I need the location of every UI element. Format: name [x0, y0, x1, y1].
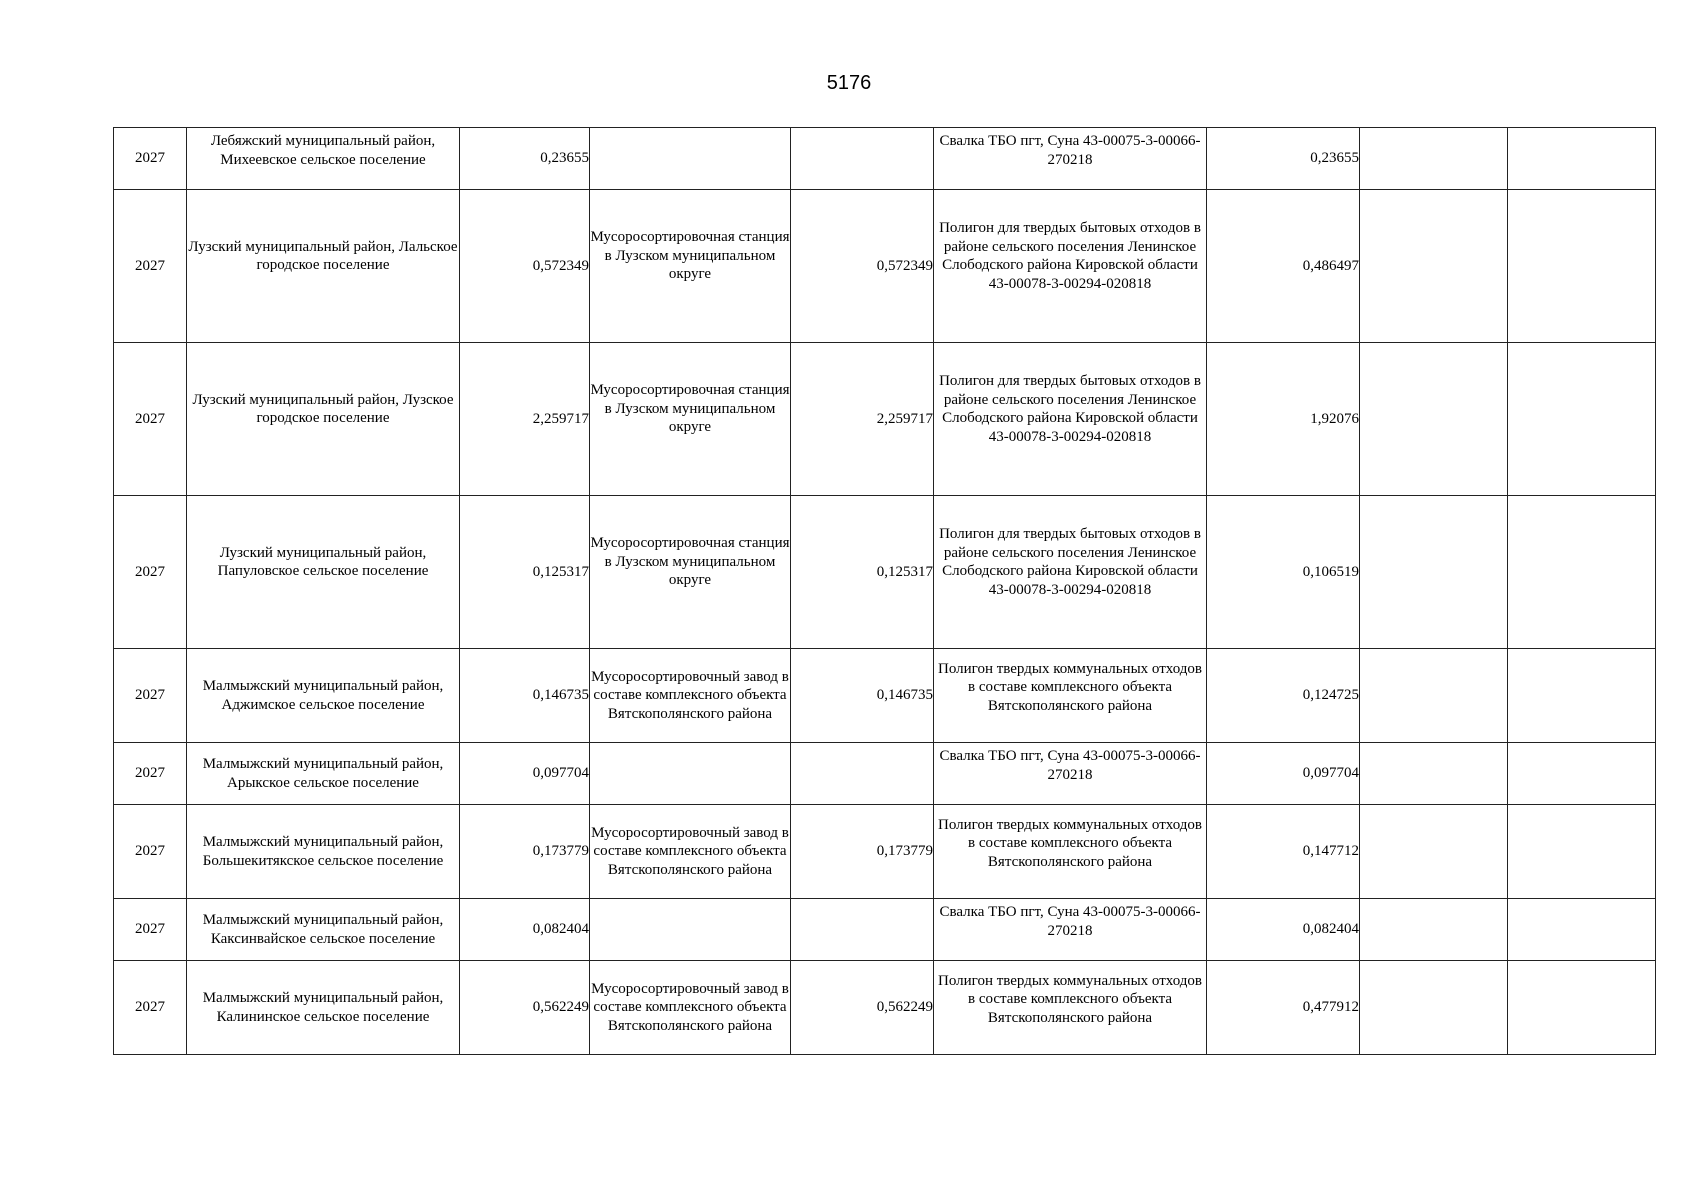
year-cell: 2027 — [114, 899, 187, 961]
amount-cell: 0,097704 — [460, 743, 590, 805]
empty-cell — [1360, 649, 1508, 743]
destination-cell — [934, 743, 1207, 805]
facility-amount-cell: 0,125317 — [791, 496, 934, 649]
empty-cell — [1508, 128, 1656, 190]
destination-cell — [934, 190, 1207, 343]
amount-cell: 0,173779 — [460, 805, 590, 899]
page-number: 5176 — [826, 72, 872, 94]
facility-amount-cell: 0,173779 — [791, 805, 934, 899]
empty-cell — [1360, 743, 1508, 805]
municipality-text: Лузский муниципальный район, Лальское городское поселение — [188, 238, 458, 273]
table-row — [114, 496, 1656, 649]
amount-cell: 0,562249 — [460, 961, 590, 1055]
destination-amount-cell: 0,124725 — [1207, 649, 1360, 743]
facility-amount-cell: 0,146735 — [791, 649, 934, 743]
year-cell: 2027 — [114, 649, 187, 743]
empty-cell — [1360, 128, 1508, 190]
empty-cell — [1508, 190, 1656, 343]
empty-cell — [1360, 343, 1508, 496]
destination-amount-cell: 0,097704 — [1207, 743, 1360, 805]
table-row — [114, 128, 1656, 190]
facility-text: Мусоросортировочная станция в Лузском муниципальном округе — [590, 382, 790, 436]
table-row — [114, 805, 1656, 899]
facility-amount-cell — [791, 899, 934, 961]
year-cell: 2027 — [114, 496, 187, 649]
facility-cell — [590, 128, 791, 190]
municipality-cell — [187, 649, 460, 743]
destination-cell — [934, 961, 1207, 1055]
year-cell: 2027 — [114, 190, 187, 343]
destination-cell — [934, 496, 1207, 649]
destination-text: Свалка ТБО пгт, Суна 43-00075-3-00066-270218 — [939, 748, 1201, 783]
municipality-cell — [187, 343, 460, 496]
municipality-cell — [187, 961, 460, 1055]
amount-cell: 0,23655 — [460, 128, 590, 190]
municipality-text: Малмыжский муниципальный район, Калининское сельское поселение — [202, 990, 444, 1025]
destination-cell — [934, 649, 1207, 743]
empty-cell — [1360, 899, 1508, 961]
table-row — [114, 961, 1656, 1055]
destination-text: Полигон для твердых бытовых отходов в районе сельского поселения Ленинское Слободского района Кировской области 43-00078-3-00294-020818 — [939, 220, 1201, 292]
facility-cell — [590, 743, 791, 805]
municipality-cell — [187, 899, 460, 961]
amount-cell: 2,259717 — [460, 343, 590, 496]
destination-amount-cell: 0,486497 — [1207, 190, 1360, 343]
empty-cell — [1360, 961, 1508, 1055]
facility-amount-cell — [791, 743, 934, 805]
municipality-text: Малмыжский муниципальный район, Каксинвайское сельское поселение — [202, 912, 444, 947]
empty-cell — [1360, 496, 1508, 649]
destination-amount-cell: 0,477912 — [1207, 961, 1360, 1055]
table-row — [114, 743, 1656, 805]
amount-cell: 0,146735 — [460, 649, 590, 743]
destination-amount-cell: 1,92076 — [1207, 343, 1360, 496]
destination-amount-cell: 0,147712 — [1207, 805, 1360, 899]
municipality-cell — [187, 743, 460, 805]
empty-cell — [1508, 343, 1656, 496]
municipality-cell — [187, 805, 460, 899]
destination-text: Свалка ТБО пгт, Суна 43-00075-3-00066-270218 — [939, 904, 1201, 939]
facility-amount-cell: 0,562249 — [791, 961, 934, 1055]
empty-cell — [1360, 190, 1508, 343]
destination-text: Полигон твердых коммунальных отходов в составе комплексного объекта Вятскополянского района — [938, 816, 1202, 870]
facility-amount-cell: 2,259717 — [791, 343, 934, 496]
empty-cell — [1508, 649, 1656, 743]
facility-cell — [590, 496, 791, 649]
destination-cell — [934, 128, 1207, 190]
destination-text: Свалка ТБО пгт, Суна 43-00075-3-00066-270218 — [939, 133, 1201, 168]
destination-cell — [934, 899, 1207, 961]
table-row — [114, 899, 1656, 961]
municipality-cell — [187, 190, 460, 343]
facility-cell — [590, 899, 791, 961]
waste-flow-table — [113, 127, 1656, 1055]
table-row — [114, 343, 1656, 496]
municipality-cell — [187, 496, 460, 649]
facility-amount-cell — [791, 128, 934, 190]
municipality-text: Малмыжский муниципальный район, Аджимское сельское поселение — [202, 678, 444, 713]
municipality-text: Малмыжский муниципальный район, Арыкское сельское поселение — [202, 756, 444, 791]
year-cell: 2027 — [114, 128, 187, 190]
destination-text: Полигон для твердых бытовых отходов в районе сельского поселения Ленинское Слободского района Кировской области 43-00078-3-00294-020818 — [939, 373, 1201, 445]
facility-cell — [590, 190, 791, 343]
municipality-text: Лузский муниципальный район, Папуловское сельское поселение — [217, 544, 429, 579]
facility-amount-cell: 0,572349 — [791, 190, 934, 343]
year-cell: 2027 — [114, 343, 187, 496]
facility-cell: Мусоросортировочный завод в составе комплексного объекта Вятскополянского района — [590, 649, 791, 743]
table-row — [114, 190, 1656, 343]
municipality-text: Малмыжский муниципальный район, Большекитякское сельское поселение — [202, 834, 444, 869]
empty-cell — [1508, 961, 1656, 1055]
facility-text: Мусоросортировочная станция в Лузском муниципальном округе — [590, 535, 790, 589]
facility-cell: Мусоросортировочный завод в составе комплексного объекта Вятскополянского района — [590, 805, 791, 899]
table-row — [114, 649, 1656, 743]
amount-cell: 0,082404 — [460, 899, 590, 961]
facility-cell: Мусоросортировочный завод в составе комплексного объекта Вятскополянского района — [590, 961, 791, 1055]
destination-cell — [934, 805, 1207, 899]
empty-cell — [1508, 899, 1656, 961]
year-cell: 2027 — [114, 805, 187, 899]
empty-cell — [1508, 805, 1656, 899]
municipality-cell — [187, 128, 460, 190]
amount-cell: 0,125317 — [460, 496, 590, 649]
empty-cell — [1360, 805, 1508, 899]
facility-text: Мусоросортировочная станция в Лузском муниципальном округе — [590, 229, 790, 283]
empty-cell — [1508, 496, 1656, 649]
destination-amount-cell: 0,082404 — [1207, 899, 1360, 961]
municipality-text: Лузский муниципальный район, Лузское городское поселение — [192, 391, 454, 426]
year-cell: 2027 — [114, 961, 187, 1055]
destination-text: Полигон твердых коммунальных отходов в составе комплексного объекта Вятскополянского района — [938, 972, 1202, 1026]
facility-cell — [590, 343, 791, 496]
destination-text: Полигон твердых коммунальных отходов в составе комплексного объекта Вятскополянского района — [938, 660, 1202, 714]
municipality-text: Лебяжский муниципальный район, Михеевское сельское поселение — [210, 133, 436, 168]
empty-cell — [1508, 743, 1656, 805]
amount-cell: 0,572349 — [460, 190, 590, 343]
destination-amount-cell: 0,106519 — [1207, 496, 1360, 649]
destination-text: Полигон для твердых бытовых отходов в районе сельского поселения Ленинское Слободского района Кировской области 43-00078-3-00294-020818 — [939, 526, 1201, 598]
year-cell: 2027 — [114, 743, 187, 805]
destination-cell — [934, 343, 1207, 496]
destination-amount-cell: 0,23655 — [1207, 128, 1360, 190]
